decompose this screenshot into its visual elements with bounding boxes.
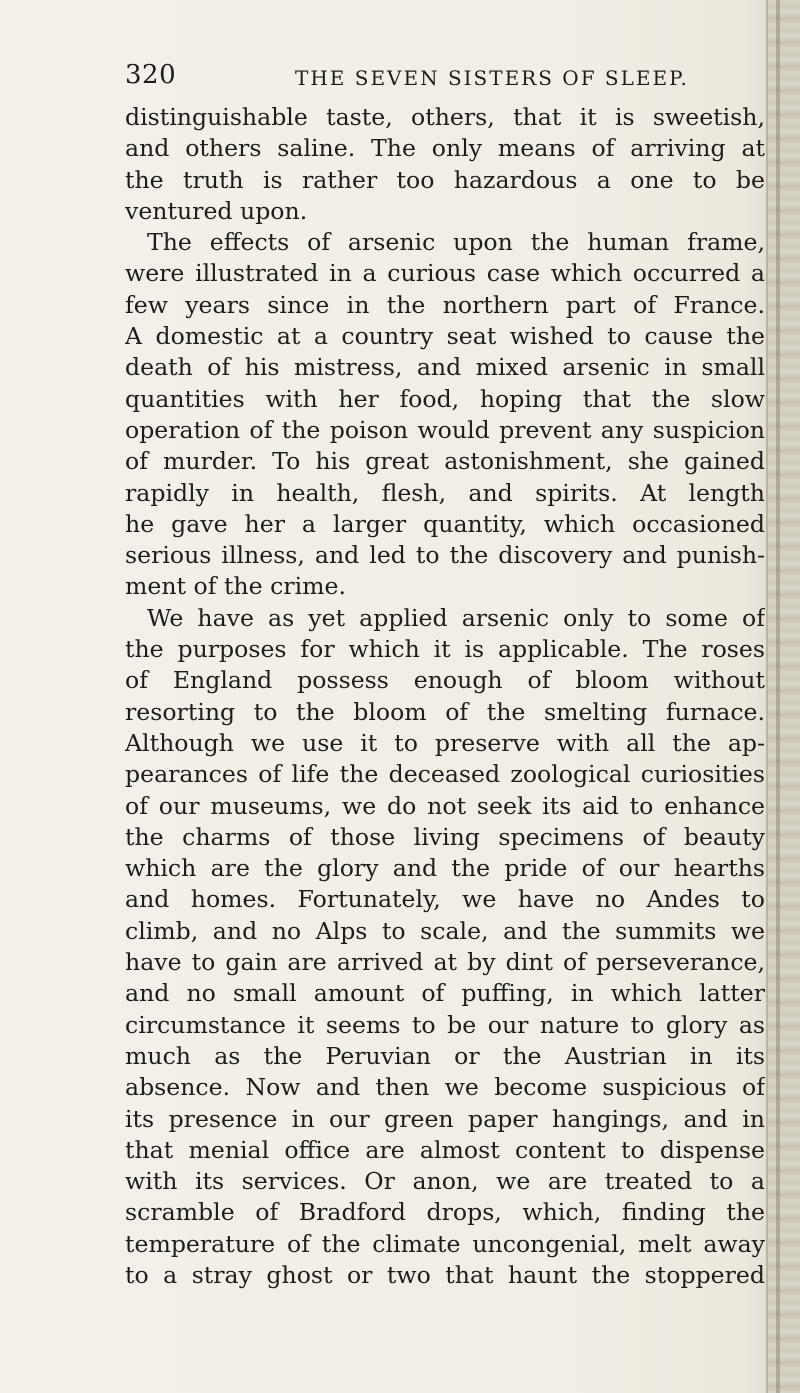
text-line: ventured upon. — [125, 196, 308, 225]
text-line: much as the Peruvian or the Austrian in its — [125, 1041, 765, 1070]
text-line: which are the glory and the pride of our hearths — [125, 854, 765, 883]
text-line: rapidly in health, flesh, and spirits. At length — [125, 478, 765, 507]
text-line: were illustrated in a curious case which occurred a — [125, 259, 765, 288]
text-line: death of his mistress, and mixed arsenic in small — [125, 353, 765, 382]
text-line: the purposes for which it is applicable. The roses — [125, 635, 765, 664]
text-line: that menial office are almost content to dispense — [125, 1135, 765, 1164]
text-line: pearances of life the deceased zoological curiosities — [125, 760, 765, 789]
text-line: and others saline. The only means of arriving at — [125, 134, 765, 163]
text-line: to a stray ghost or two that haunt the stoppered — [125, 1260, 765, 1289]
text-line: its presence in our green paper hangings, and in — [125, 1104, 765, 1133]
text-line: few years since in the northern part of France. — [125, 290, 765, 319]
text-line: with its services. Or anon, we are treated to a — [125, 1167, 765, 1196]
text-line: resorting to the bloom of the smelting furnace. — [125, 697, 765, 726]
text-line: The effects of arsenic upon the human frame, — [147, 228, 765, 257]
page-edge — [766, 0, 800, 1393]
text-line: and homes. Fortunately, we have no Andes to — [125, 885, 765, 914]
running-head: THE SEVEN SISTERS OF SLEEP. — [295, 66, 689, 90]
text-line: of murder. To his great astonishment, she gained — [125, 447, 765, 476]
text-line: have to gain are arrived at by dint of perseverance, — [125, 948, 765, 977]
text-line: Although we use it to preserve with all the ap- — [125, 728, 765, 757]
text-line: distinguishable taste, others, that it is sweetish, — [125, 103, 765, 131]
text-line: the charms of those living specimens of beauty — [125, 822, 765, 851]
text-line: and no small amount of puffing, in which latter — [125, 979, 765, 1008]
text-line: temperature of the climate uncongenial, melt away — [125, 1229, 765, 1258]
body-text — [125, 102, 765, 1291]
text-line: absence. Now and then we become suspicious of — [125, 1073, 765, 1102]
text-line: ment of the crime. — [125, 572, 346, 601]
text-line: climb, and no Alps to scale, and the summits we — [125, 916, 765, 945]
text-line: of our museums, we do not seek its aid to enhance — [125, 791, 765, 820]
page-number: 320 — [125, 60, 177, 90]
text-line: the truth is rather too hazardous a one to be — [125, 165, 765, 194]
page-header — [125, 60, 745, 100]
text-line: serious illness, and led to the discovery and punish- — [125, 541, 765, 570]
text-line: of England possess enough of bloom without — [125, 666, 765, 695]
text-line: We have as yet applied arsenic only to some of — [147, 603, 765, 632]
text-line: circumstance it seems to be our nature to glory as — [125, 1010, 765, 1039]
text-line: A domestic at a country seat wished to cause the — [125, 322, 765, 351]
text-line: scramble of Bradford drops, which, finding the — [125, 1198, 765, 1227]
text-line: he gave her a larger quantity, which occasioned — [125, 509, 765, 538]
text-line: quantities with her food, hoping that the slow — [125, 384, 765, 413]
text-line: operation of the poison would prevent any suspicion — [125, 415, 765, 444]
